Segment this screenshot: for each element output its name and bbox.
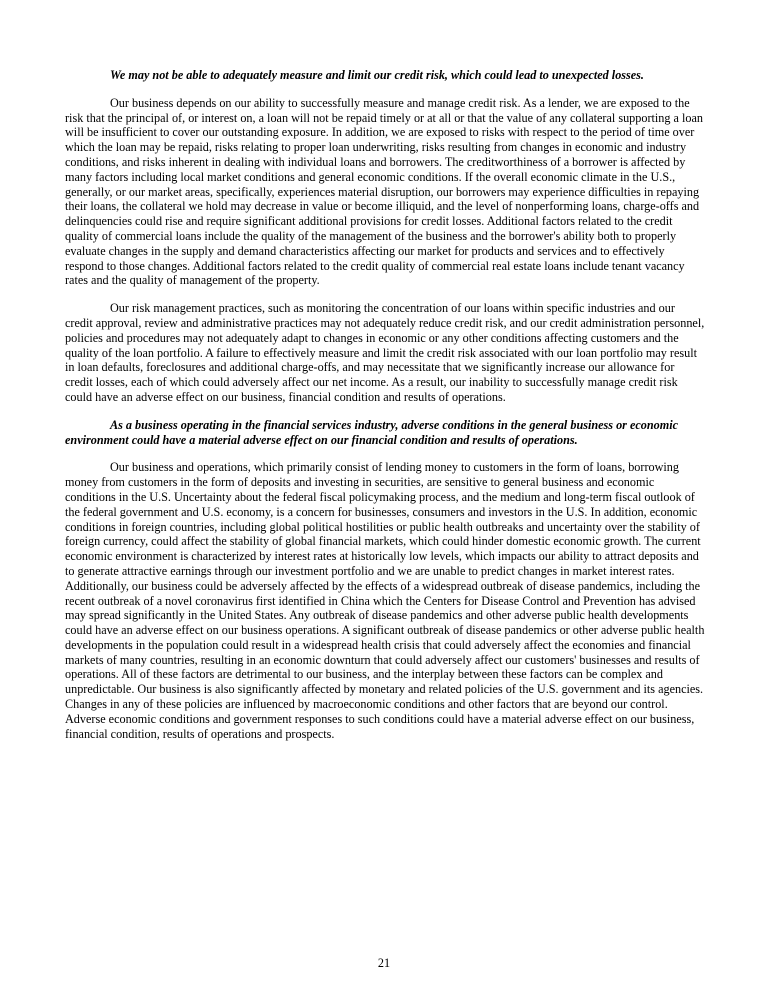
risk-factor-heading-credit-risk: We may not be able to adequately measure and limit our credit risk, which could lead to unexpected losses. xyxy=(110,68,644,82)
document-body xyxy=(65,68,705,754)
paragraph-economic-conditions-1: Our business and operations, which primarily consist of lending money to customers in the form of loans, borrowing money from customers in the form of deposits and investing in securities, are sensitive to general business and economic conditions in the U.S. Uncertainty about the federal fiscal policymaking process, and the medium and long-term fiscal outlook of the federal government and U.S. economy, is a concern for businesses, consumers and investors in the U.S. In addition, economic conditions in foreign countries, including global political hostilities or public health outbreaks and uncertainty over the stability of foreign currency, could affect the stability of global financial markets, which could hinder domestic economic growth. The current economic environment is characterized by interest rates at historically low levels, which impacts our ability to attract deposits and to generate attractive earnings through our investment portfolio and we are unable to predict changes in market interest rates. Additionally, our business could be adversely affected by the effects of a widespread outbreak of disease pandemics, including the recent outbreak of a novel coronavirus first identified in China which the Centers for Disease Control and Prevention has advised may spread significantly in the United States. Any outbreak of disease pandemics and other adverse public health developments could have an adverse effect on our business operations. A significant outbreak of disease pandemics or other adverse public health developments in the population could result in a widespread health crisis that could adversely affect the economies and financial markets of many countries, resulting in an economic downturn that could adversely affect our customers' businesses and results of operations. All of these factors are detrimental to our business, and the interplay between these factors can be complex and unpredictable. Our business is also significantly affected by monetary and related policies of the U.S. government and its agencies. Changes in any of these policies are influenced by macroeconomic conditions and other factors that are beyond our control. Adverse economic conditions and government responses to such conditions could have a material adverse effect on our business, financial condition, results of operations and prospects. xyxy=(65,460,705,741)
paragraph-credit-risk-1: Our business depends on our ability to successfully measure and manage credit risk. As a lender, we are exposed to the risk that the principal of, or interest on, a loan will not be repaid timely or at all or that the value of any collateral supporting a loan will be insufficient to cover our outstanding exposure. In addition, we are exposed to risks with respect to the period of time over which the loan may be repaid, risks relating to proper loan underwriting, risks resulting from changes in economic and industry conditions, and risks inherent in dealing with individual loans and borrowers. The creditworthiness of a borrower is affected by many factors including local market conditions and general economic conditions. If the overall economic climate in the U.S., generally, or our market areas, specifically, experiences material disruption, our borrowers may experience difficulties in repaying their loans, the collateral we hold may decrease in value or become illiquid, and the level of nonperforming loans, charge-offs and delinquencies could rise and require significant additional provisions for credit losses. Additional factors related to the credit quality of commercial loans include the quality of the management of the business and the borrower's ability both to properly evaluate changes in the supply and demand characteristics affecting our market for products and services and to effectively respond to those changes. Additional factors related to the credit quality of commercial real estate loans include tenant vacancy rates and the quality of management of the property. xyxy=(65,95,703,288)
paragraph-credit-risk-2: Our risk management practices, such as monitoring the concentration of our loans within specific industries and our credit approval, review and administrative practices may not adequately reduce credit risk, and our credit administration personnel, policies and procedures may not adequately adapt to changes in economic or any other conditions affecting customers and the quality of the loan portfolio. A failure to effectively measure and limit the credit risk associated with our loan portfolio may result in loan defaults, foreclosures and additional charge-offs, and may necessitate that we significantly increase our allowance for credit losses, each of which could adversely affect our net income. As a result, our inability to successfully manage credit risk could have an adverse effect on our business, financial condition and results of operations. xyxy=(65,301,705,404)
page-number: 21 xyxy=(377,956,391,970)
risk-factor-heading-economic-conditions: As a business operating in the financial services industry, adverse conditions in the general business or economic environment could have a material adverse effect on our financial condition and results of operations. xyxy=(65,417,679,447)
